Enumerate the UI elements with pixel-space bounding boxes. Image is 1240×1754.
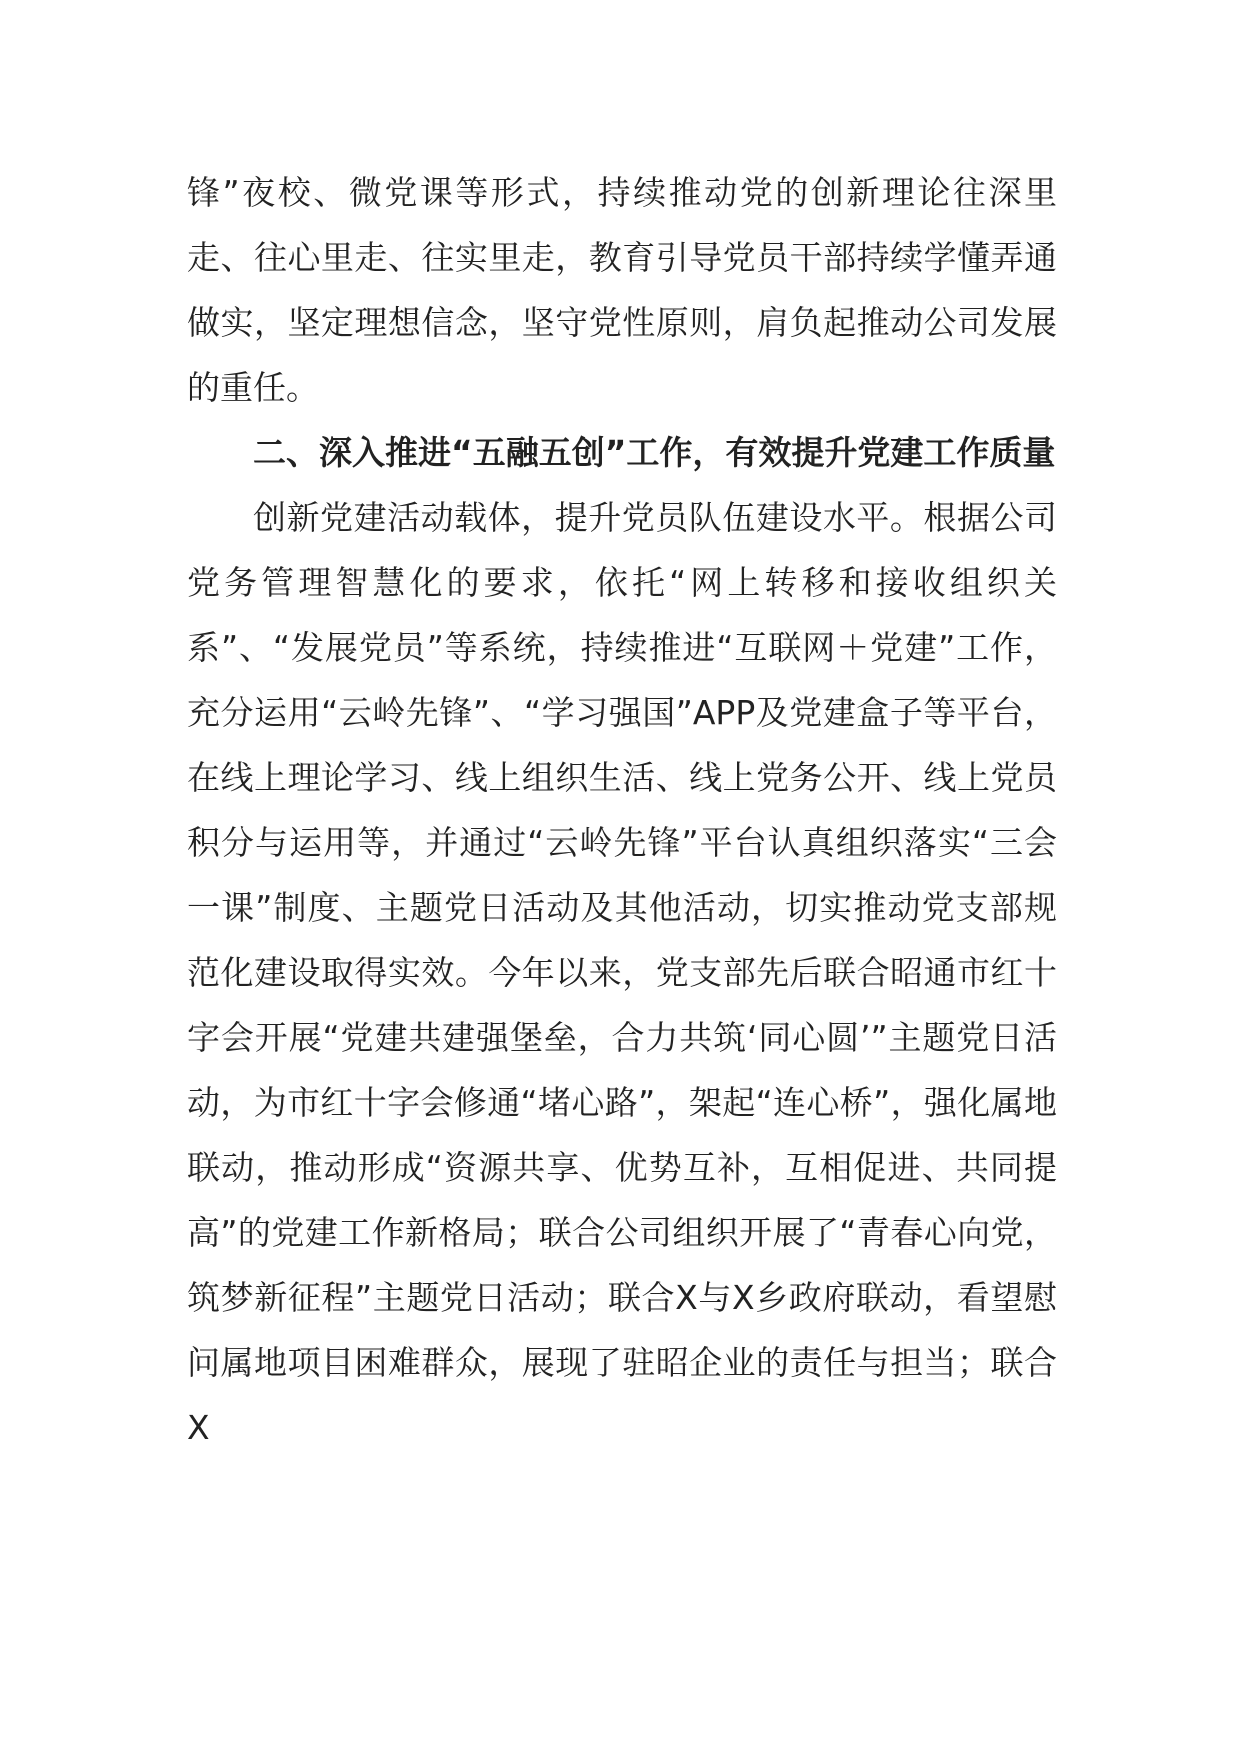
section-heading: 二、深入推进“五融五创”工作，有效提升党建工作质量	[253, 433, 1056, 472]
body-paragraph-1: 锋”夜校、微党课等形式，持续推动党的创新理论往深里走、往心里走、往实里走，教育引导党员干部持续学懂弄通做实，坚定理想信念，坚守党性原则，肩负起推动公司发展的重任。	[187, 173, 1057, 407]
body-paragraph-2: 创新党建活动载体，提升党员队伍建设水平。根据公司党务管理智慧化的要求，依托“网上转移和接收组织关系”、“发展党员”等系统，持续推进“互联网＋党建”工作，充分运用“云岭先锋”、“学习强国”APP及党建盒子等平台，在线上理论学习、线上组织生活、线上党务公开、线上党员积分与运用等，并通过“云岭先锋”平台认真组织落实“三会一课”制度、主题党日活动及其他活动，切实推动党支部规范化建设取得实效。今年以来，党支部先后联合昭通市红十字会开展“党建共建强堡垒，合力共筑‘同心圆’”主题党日活动，为市红十字会修通“堵心路”，架起“连心桥”，强化属地联动，推动形成“资源共享、优势互补，互相促进、共同提高”的党建工作新格局；联合公司组织开展了“青春心向党，筑梦新征程”主题党日活动；联合X与X乡政府联动，看望慰问属地项目困难群众，展现了驻昭企业的责任与担当；联合X	[187, 498, 1057, 1447]
document-page	[187, 160, 1057, 1460]
